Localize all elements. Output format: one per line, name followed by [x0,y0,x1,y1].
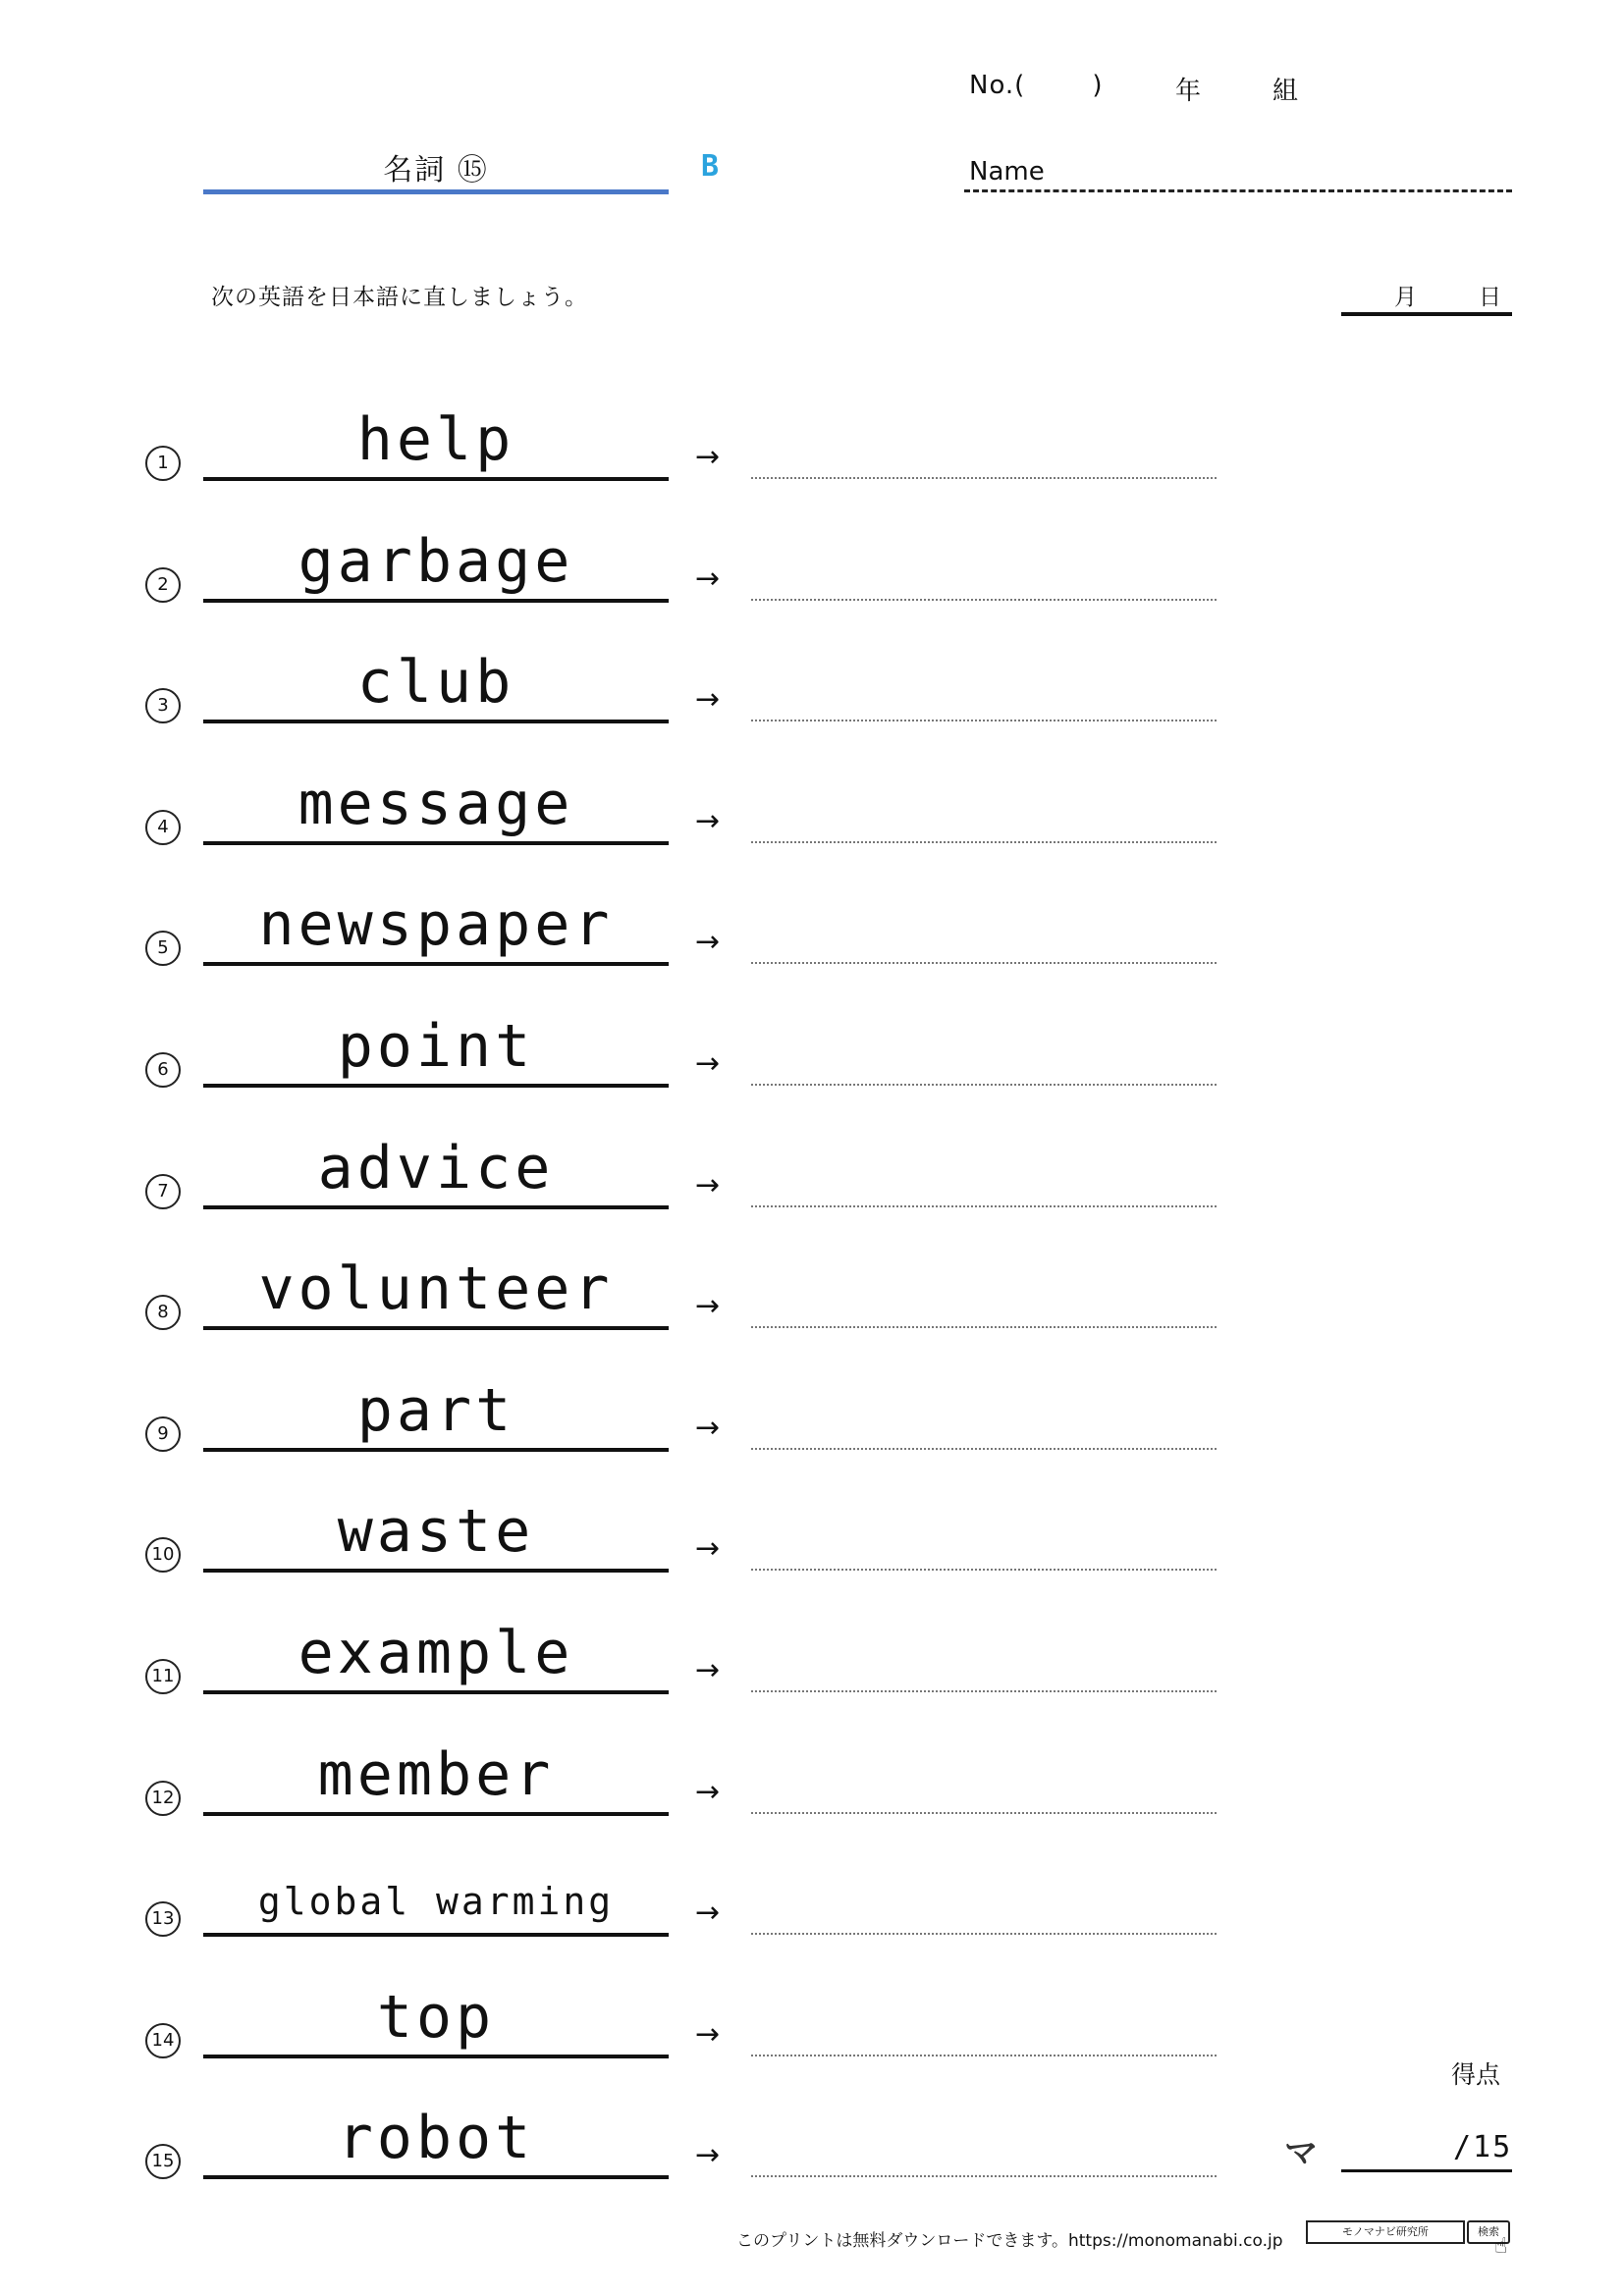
word-underline [203,1933,669,1937]
question-row [0,1125,1624,1247]
english-word: newspaper [258,890,614,959]
word-underline [203,2175,669,2179]
month-label: 月 [1394,285,1417,310]
english-word: help [356,405,515,474]
question-number: 1 [145,446,181,481]
arrow-icon: → [695,2017,721,2052]
question-number: 15 [145,2144,181,2179]
question-row [0,1003,1624,1125]
site-badge[interactable]: モノマナビ研究所 [1306,2220,1465,2244]
question-row [0,639,1624,761]
question-row [0,881,1624,1003]
footer-text: このプリントは無料ダウンロードできます。https://monomanabi.co.jp [736,2231,1283,2251]
question-number: 6 [145,1052,181,1088]
student-number-label: No.( ) [969,71,1104,100]
question-number: 11 [145,1659,181,1694]
question-number: 13 [145,1901,181,1937]
answer-field[interactable] [751,1084,1217,1086]
answer-field[interactable] [751,962,1217,964]
arrow-icon: → [695,1411,721,1445]
question-number: 14 [145,2023,181,2058]
english-word: point [337,1012,535,1081]
answer-field[interactable] [751,841,1217,843]
word-underline [203,1812,669,1816]
question-number: 10 [145,1537,181,1573]
score-label: 得点 [1451,2060,1501,2089]
score-underline [1341,2169,1512,2172]
english-word: message [298,770,574,838]
arrow-icon: → [695,440,721,474]
arrow-icon: → [695,1168,721,1202]
word-underline [203,1448,669,1452]
word-underline [203,1690,669,1694]
arrow-icon: → [695,1289,721,1323]
arrow-icon: → [695,804,721,838]
question-row [0,1852,1624,1974]
english-word: robot [337,2104,535,2172]
answer-field[interactable] [751,720,1217,721]
arrow-icon: → [695,1896,721,1930]
question-number: 8 [145,1295,181,1330]
question-row [0,1974,1624,2096]
search-button[interactable]: 検索 [1467,2220,1510,2244]
word-underline [203,2055,669,2058]
english-word: waste [337,1497,535,1566]
question-row [0,1246,1624,1367]
english-word: global warming [257,1880,615,1923]
date-field [1341,279,1512,312]
word-underline [203,962,669,966]
question-number: 2 [145,567,181,603]
word-underline [203,599,669,603]
answer-field[interactable] [751,1205,1217,1207]
arrow-icon: → [695,1775,721,1809]
title-underline [203,189,669,194]
pointer-cursor-icon: ☝ [1494,2234,1508,2259]
question-number: 5 [145,931,181,966]
name-label: Name [969,157,1045,187]
instruction-text: 次の英語を日本語に直しましょう。 [211,285,588,310]
answer-field[interactable] [751,2055,1217,2056]
arrow-icon: → [695,1046,721,1081]
word-underline [203,1569,669,1573]
question-row [0,397,1624,518]
question-number: 4 [145,810,181,845]
word-underline [203,477,669,481]
score-total: /15 [1453,2130,1513,2164]
question-row [0,2095,1624,2216]
question-row [0,518,1624,640]
answer-field[interactable] [751,477,1217,479]
answer-field[interactable] [751,1326,1217,1328]
answer-field[interactable] [751,1933,1217,1935]
arrow-icon: → [695,682,721,717]
answer-field[interactable] [751,1569,1217,1571]
date-underline [1341,312,1512,316]
title-text: 名詞 ⑮ [383,153,489,187]
level-badge: B [701,149,720,184]
question-row [0,1367,1624,1489]
name-field-line[interactable] [964,189,1512,192]
english-word: member [317,1740,555,1809]
question-row [0,1610,1624,1732]
english-word: garbage [298,527,574,596]
question-number: 12 [145,1781,181,1816]
question-number: 9 [145,1416,181,1452]
question-number: 3 [145,688,181,723]
class-label: 組 [1272,77,1299,106]
question-row [0,1488,1624,1610]
answer-field[interactable] [751,1448,1217,1450]
english-word: top [376,1983,496,2052]
english-word: part [356,1376,515,1445]
english-word: club [356,648,515,717]
arrow-icon: → [695,925,721,959]
grade-label: 年 [1175,77,1202,106]
word-underline [203,1205,669,1209]
question-number: 7 [145,1174,181,1209]
answer-field[interactable] [751,2175,1217,2177]
english-word: example [298,1619,574,1687]
question-row [0,1732,1624,1853]
english-word: volunteer [258,1255,614,1323]
word-underline [203,1084,669,1088]
answer-field[interactable] [751,1690,1217,1692]
word-underline [203,1326,669,1330]
word-underline [203,720,669,723]
english-word: advice [317,1134,555,1202]
arrow-icon: → [695,1653,721,1687]
answer-field[interactable] [751,1812,1217,1814]
arrow-icon: → [695,1531,721,1566]
word-underline [203,841,669,845]
answer-field[interactable] [751,599,1217,601]
arrow-icon: → [695,561,721,596]
day-label: 日 [1479,285,1501,310]
mascot-icon: マ [1284,2134,1318,2173]
worksheet-title [203,145,669,194]
question-row [0,761,1624,882]
arrow-icon: → [695,2138,721,2172]
